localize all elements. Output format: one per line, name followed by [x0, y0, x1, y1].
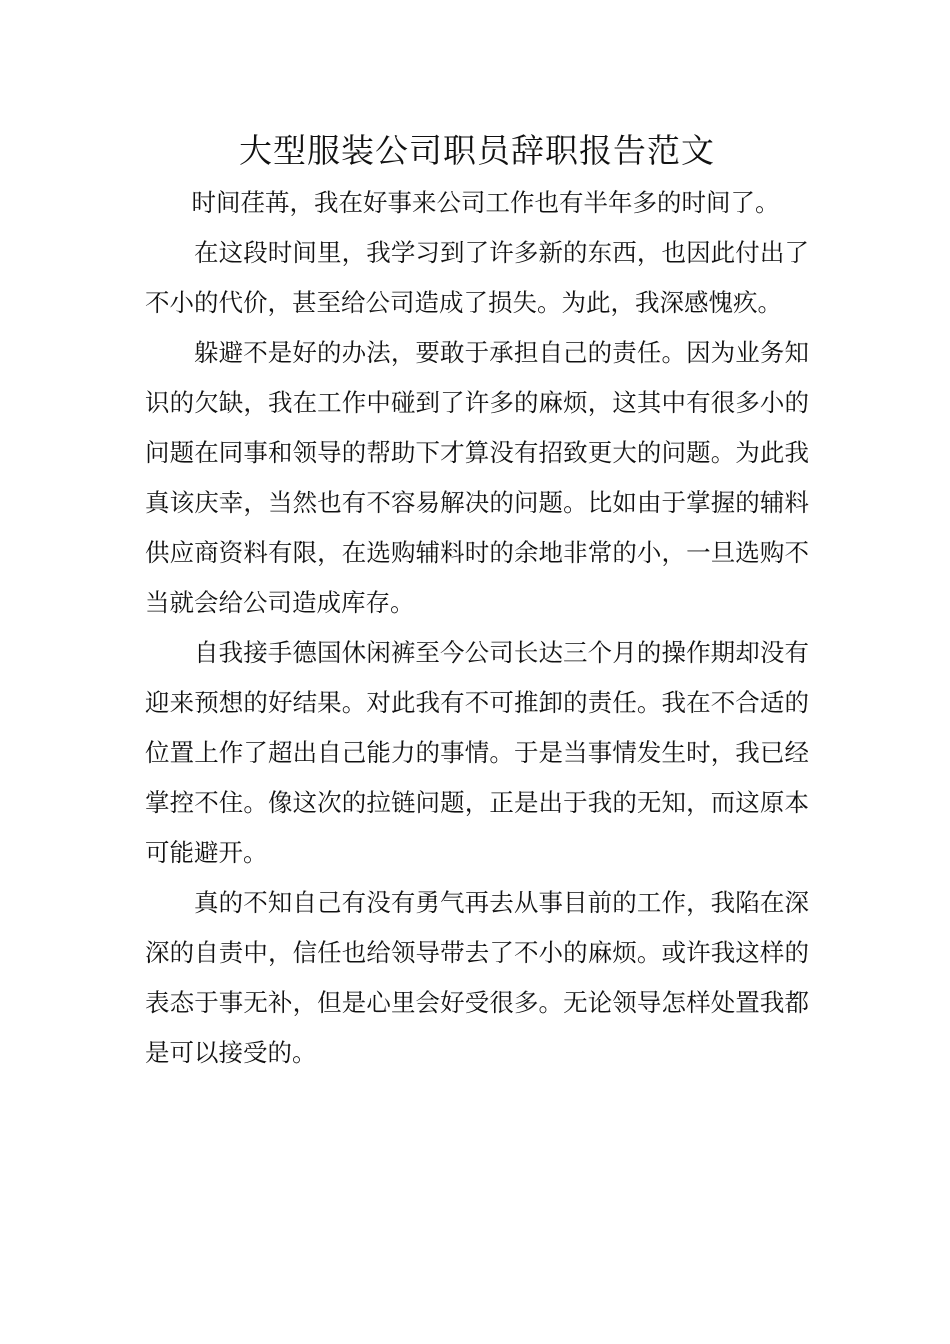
paragraph-1: 时间荏苒，我在好事来公司工作也有半年多的时间了。 — [191, 188, 780, 217]
document-title: 大型服装公司职员辞职报告范文 — [239, 131, 715, 170]
paragraph-3: 躲避不是好的办法，要敢于承担自己的责任。因为业务知识的欠缺，我在工作中碰到了许多的麻烦，这其中有很多小的问题在同事和领导的帮助下才算没有招致更大的问题。为此我真该庆幸，当然也有不容易解决的问题。比如由于掌握的辅料供应商资料有限，在选购辅料时的余地非常的小，一旦选购不当就会给公司造成库存。 — [145, 338, 809, 617]
paragraph-2: 在这段时间里，我学习到了许多新的东西，也因此付出了不小的代价，甚至给公司造成了损失。为此，我深感愧疚。 — [145, 238, 809, 317]
paragraph-4: 自我接手德国休闲裤至今公司长达三个月的操作期却没有迎来预想的好结果。对此我有不可推卸的责任。我在不合适的位置上作了超出自己能力的事情。于是当事情发生时，我已经掌控不住。像这次的拉链问题，正是出于我的无知，而这原本可能避开。 — [145, 638, 809, 867]
paragraph-5: 真的不知自己有没有勇气再去从事目前的工作，我陷在深深的自责中，信任也给领导带去了不小的麻烦。或许我这样的表态于事无补，但是心里会好受很多。无论领导怎样处置我都是可以接受的。 — [145, 888, 809, 1067]
document-body — [145, 128, 809, 1078]
